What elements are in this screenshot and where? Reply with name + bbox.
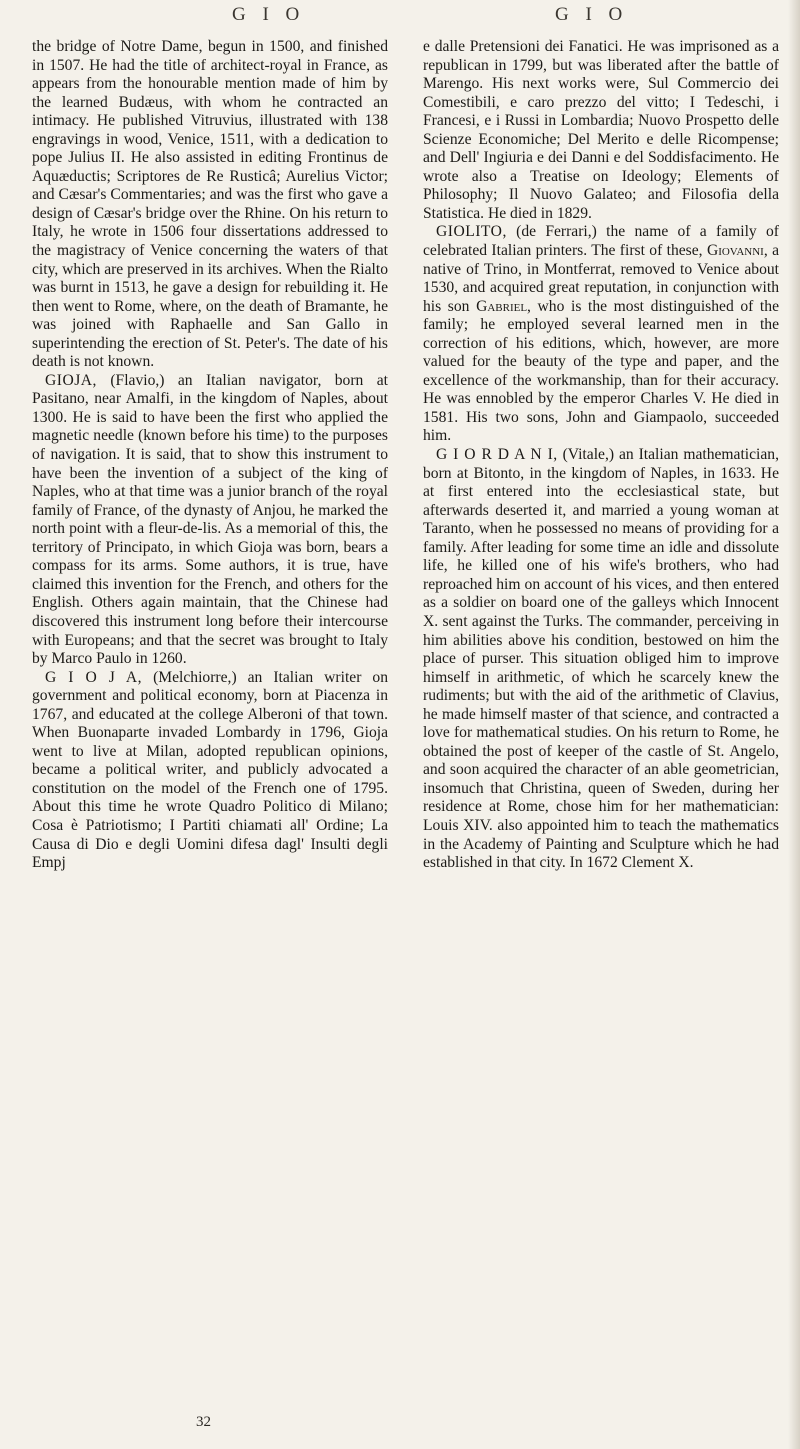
- entry-text: (Melchiorre,) an Italian writer on government and political economy, born at Piacenza in 1767, and educated at the college Alberoni of that town. When Buonaparte invaded Lombardy in 1796, Gioja went to live at Milan, adopted republican opinions, became a political writer, and publicly advocated a constitution on the model of the French one of 1795. About this time he wrote Quadro Politico di Milano; Cosa è Patriotismo; I Partiti chiamati all' Ordine; La Causa di Dio e degli Uomini difesa dagl' Insulti degli Empj: [32, 668, 388, 872]
- running-header-right: G I O: [555, 4, 629, 25]
- entry-gioja-melchiorre: [32, 669, 388, 873]
- headword: G I O R D A N I,: [436, 446, 558, 464]
- page-number: 32: [196, 1414, 211, 1430]
- headword: GIOJA,: [45, 371, 97, 389]
- entry-text: , a native of Trino, in Montferrat, removed to Venice about 1530, and acquired great reputation, in conjunction with his son: [423, 242, 780, 315]
- continued-entry-paragraph: the bridge of Notre Dame, begun in 1500, and finished in 1507. He had the title of architect-royal in France, as appears from the honourable mention made of him by the learned Budæus, with whom he contracted an intimacy. He published Vitruvius, illustrated with 138 engravings in wood, Venice, 1511, with a dedication to pope Julius II. He also assisted in editing Frontinus de Aquæductis; Scriptores de Re Rusticâ; Aurelius Victor; and Cæsar's Commentaries; and was the first who gave a design of Cæsar's bridge over the Rhine. On his return to Italy, he wrote in 1506 four dissertations addressed to the magistracy of Venice concerning the waters of that city, which are preserved in its archives. When the Rialto was burnt in 1513, he gave a design for rebuilding it. He then went to Rome, where, on the death of Bramante, he was joined with Raphaelle and San Gallo in superintending the erection of St. Peter's. The date of his death is not known.: [32, 38, 388, 371]
- small-caps-name: Giovanni: [706, 242, 764, 260]
- running-header-left: G I O: [232, 4, 306, 25]
- entry-giolito: [423, 223, 779, 446]
- page-edge-shadow: [788, 0, 800, 1449]
- headword: GIOLITO,: [436, 223, 507, 241]
- entry-text: (Vitale,) an Italian mathematician, born at Bitonto, in the kingdom of Naples, in 1633. He at first entered into the ecclesiastical state, but afterwards deserted it, and married a young woman at Taranto, when he possessed no means of providing for a family. After leading for some time an idle and dissolute life, he killed one of his wife's brothers, who had reproached him on account of his vices, and then entered as a soldier on board one of the galleys which Innocent X. sent against the Turks. The commander, perceiving in him abilities above his condition, bestowed on him the place of purser. This situation obliged him to improve himself in arithmetic, of which he scarcely knew the rudiments; but with the aid of the arithmetic of Clavius, he made himself master of that science, and contracted a love for mathematical studies. On his return to Rome, he obtained the post of keeper of the castle of St. Angelo, and soon acquired the character of an able geometrician, insomuch that Christina, queen of Sweden, during her residence at Rome, chose him for her mathematician: Louis XIV. also appointed him to teach the mathematics in the Academy of Painting and Sculpture which he had established in that city. In 1672 Clement X.: [423, 446, 780, 872]
- entry-text: (Flavio,) an Italian navigator, born at Pasitano, near Amalfi, in the kingdom of Naples, about 1300. He is said to have been the first who applied the magnetic needle (known before his time) to the purposes of navigation. It is said, that to show this instrument to have been the invention of a subject of the king of Naples, who at that time was a junior branch of the royal family of France, of the dynasty of Anjou, he marked the north point with a fleur-de-lis. As a memorial of this, the territory of Principato, in which Gioja was born, bears a compass for its arms. Some authors, it is true, have claimed this invention for the French, and others for the English. Others again maintain, that the Chinese had discovered this instrument long before their intercourse with Europeans; and that the secret was brought to Italy by Marco Paulo in 1260.: [32, 371, 388, 668]
- entry-gioja-flavio: [32, 372, 388, 669]
- continued-entry-paragraph: e dalle Pretensioni dei Fanatici. He was imprisoned as a republican in 1799, but was liberated after the battle of Marengo. His next works were, Sul Commercio dei Comestibili, e caro prezzo del vitto; I Tedeschi, i Francesi, e i Russi in Lombardia; Nuovo Prospetto delle Scienze Economiche; Del Merito e delle Ricompense; and Dell' Ingiuria e dei Danni e del Soddisfacimento. He wrote also a Treatise on Ideology; Elements of Philosophy; Il Nuovo Galateo; and Filosofia della Statistica. He died in 1829.: [423, 38, 779, 222]
- left-column: [32, 38, 388, 873]
- small-caps-name: Gabriel: [476, 297, 528, 315]
- entry-giordani: [423, 446, 779, 873]
- right-column: [423, 38, 779, 873]
- entry-text: (de Ferrari,) the name of a family of celebrated Italian printers. The first of these,: [423, 223, 779, 260]
- headword: G I O J A,: [45, 668, 143, 686]
- entry-text: , who is the most distinguished of the family; he employed several learned men in the correction of his editions, which, however, are more valued for the beauty of the type and paper, and the excellence of the workmanship, than for their accuracy. He was ennobled by the emperor Charles V. He died in 1581. His two sons, John and Giampaolo, succeeded him.: [423, 297, 779, 445]
